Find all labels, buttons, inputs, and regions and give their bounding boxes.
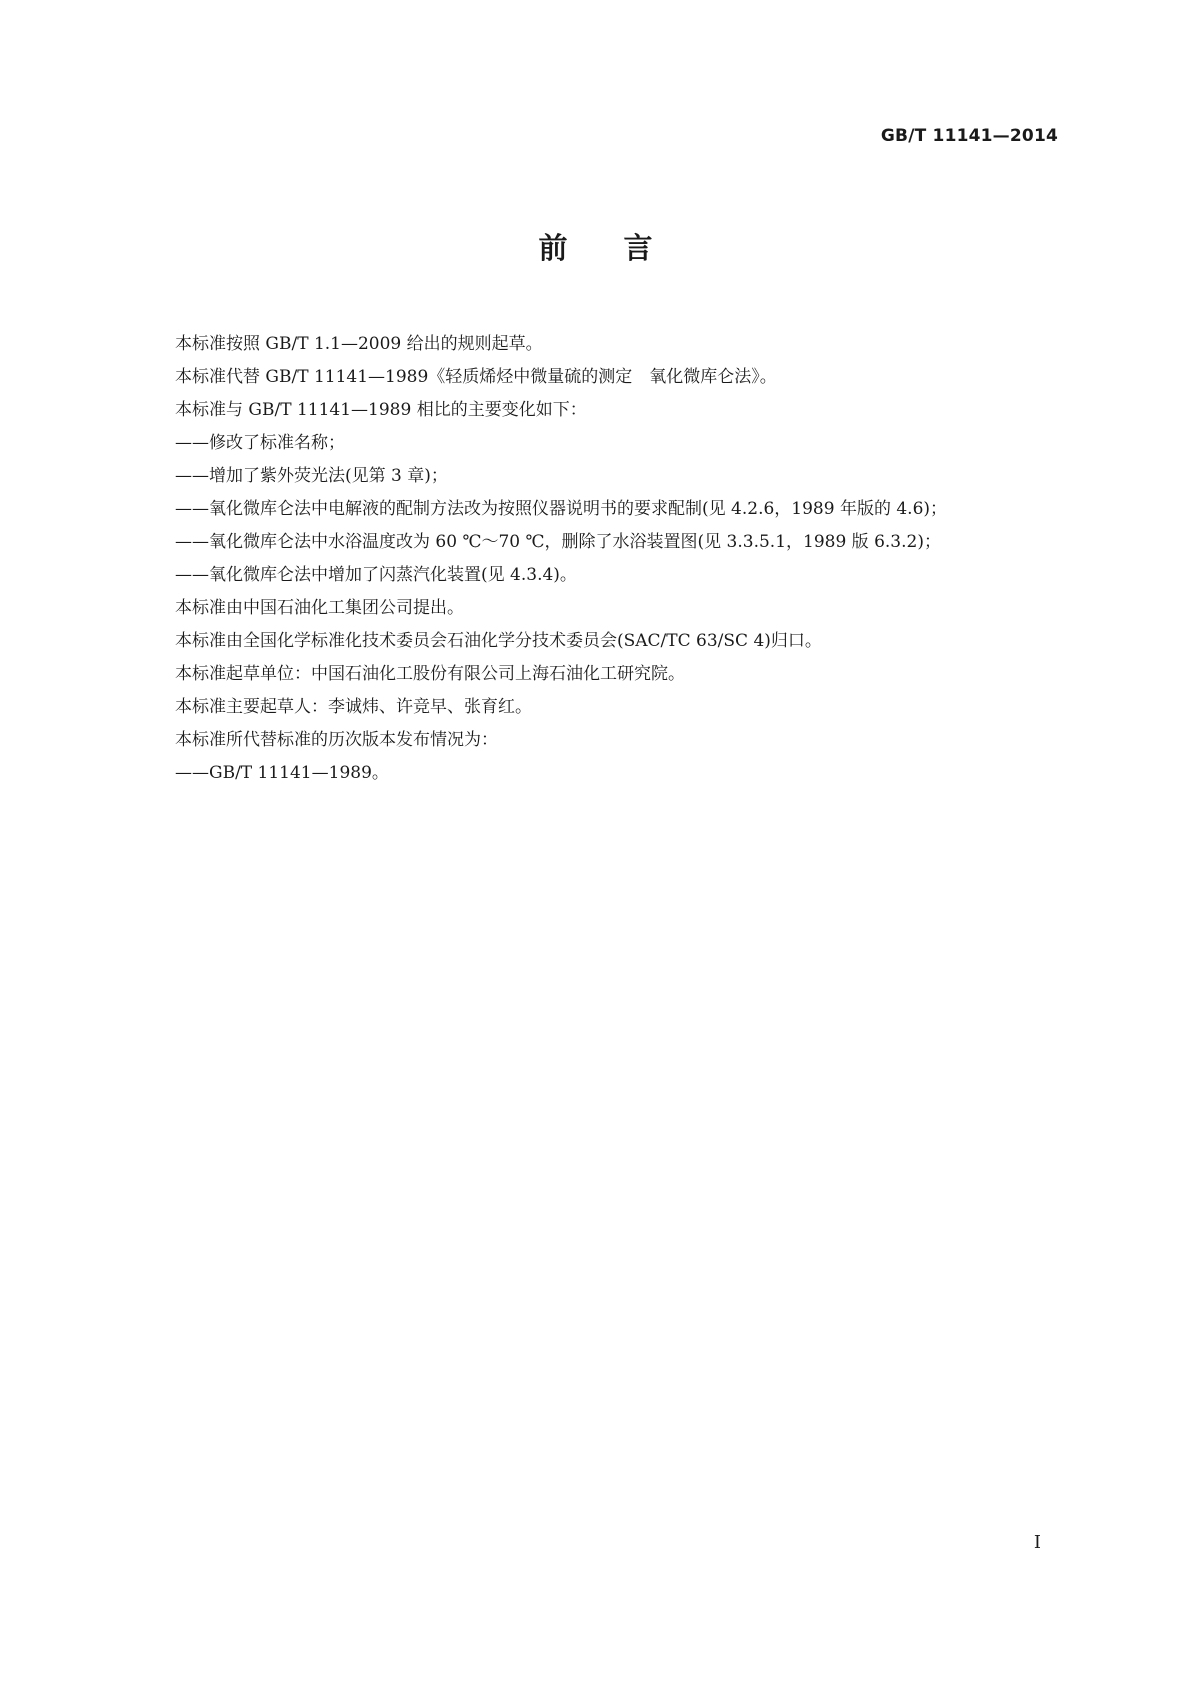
foreword-list-item: ——氧化微库仑法中增加了闪蒸汽化装置(见 4.3.4)。 [175,565,577,585]
page-number: I [1033,1532,1041,1553]
foreword-line: 本标准与 GB/T 11141—1989 相比的主要变化如下： [175,400,587,420]
foreword-line: 本标准所代替标准的历次版本发布情况为： [175,730,498,750]
foreword-list-item: ——氧化微库仑法中电解液的配制方法改为按照仪器说明书的要求配制(见 4.2.6，1989 年版的 4.6)； [175,499,948,519]
foreword-line: 本标准代替 GB/T 11141—1989《轻质烯烃中微量硫的测定 氧化微库仑法》。 [175,367,777,387]
page-title: 前言 [538,231,709,265]
foreword-line: 本标准主要起草人：李诚炜、许竞早、张育红。 [175,697,532,717]
foreword-list-item: ——修改了标准名称； [175,433,345,453]
standard-code-header: GB/T 11141—2014 [880,126,1058,146]
foreword-body [175,328,1075,790]
foreword-line: 本标准由中国石油化工集团公司提出。 [175,598,464,618]
foreword-list-item: ——GB/T 11141—1989。 [175,763,389,783]
foreword-line: 本标准起草单位：中国石油化工股份有限公司上海石油化工研究院。 [175,664,685,684]
foreword-line: 本标准按照 GB/T 1.1—2009 给出的规则起草。 [175,334,543,354]
foreword-line: 本标准由全国化学标准化技术委员会石油化学分技术委员会(SAC/TC 63/SC 4)归口。 [175,631,822,651]
foreword-list-item: ——氧化微库仑法中水浴温度改为 60 ℃～70 ℃，删除了水浴装置图(见 3.3.5.1，1989 版 6.3.2)； [175,532,941,552]
foreword-list-item: ——增加了紫外荧光法(见第 3 章)； [175,466,448,486]
